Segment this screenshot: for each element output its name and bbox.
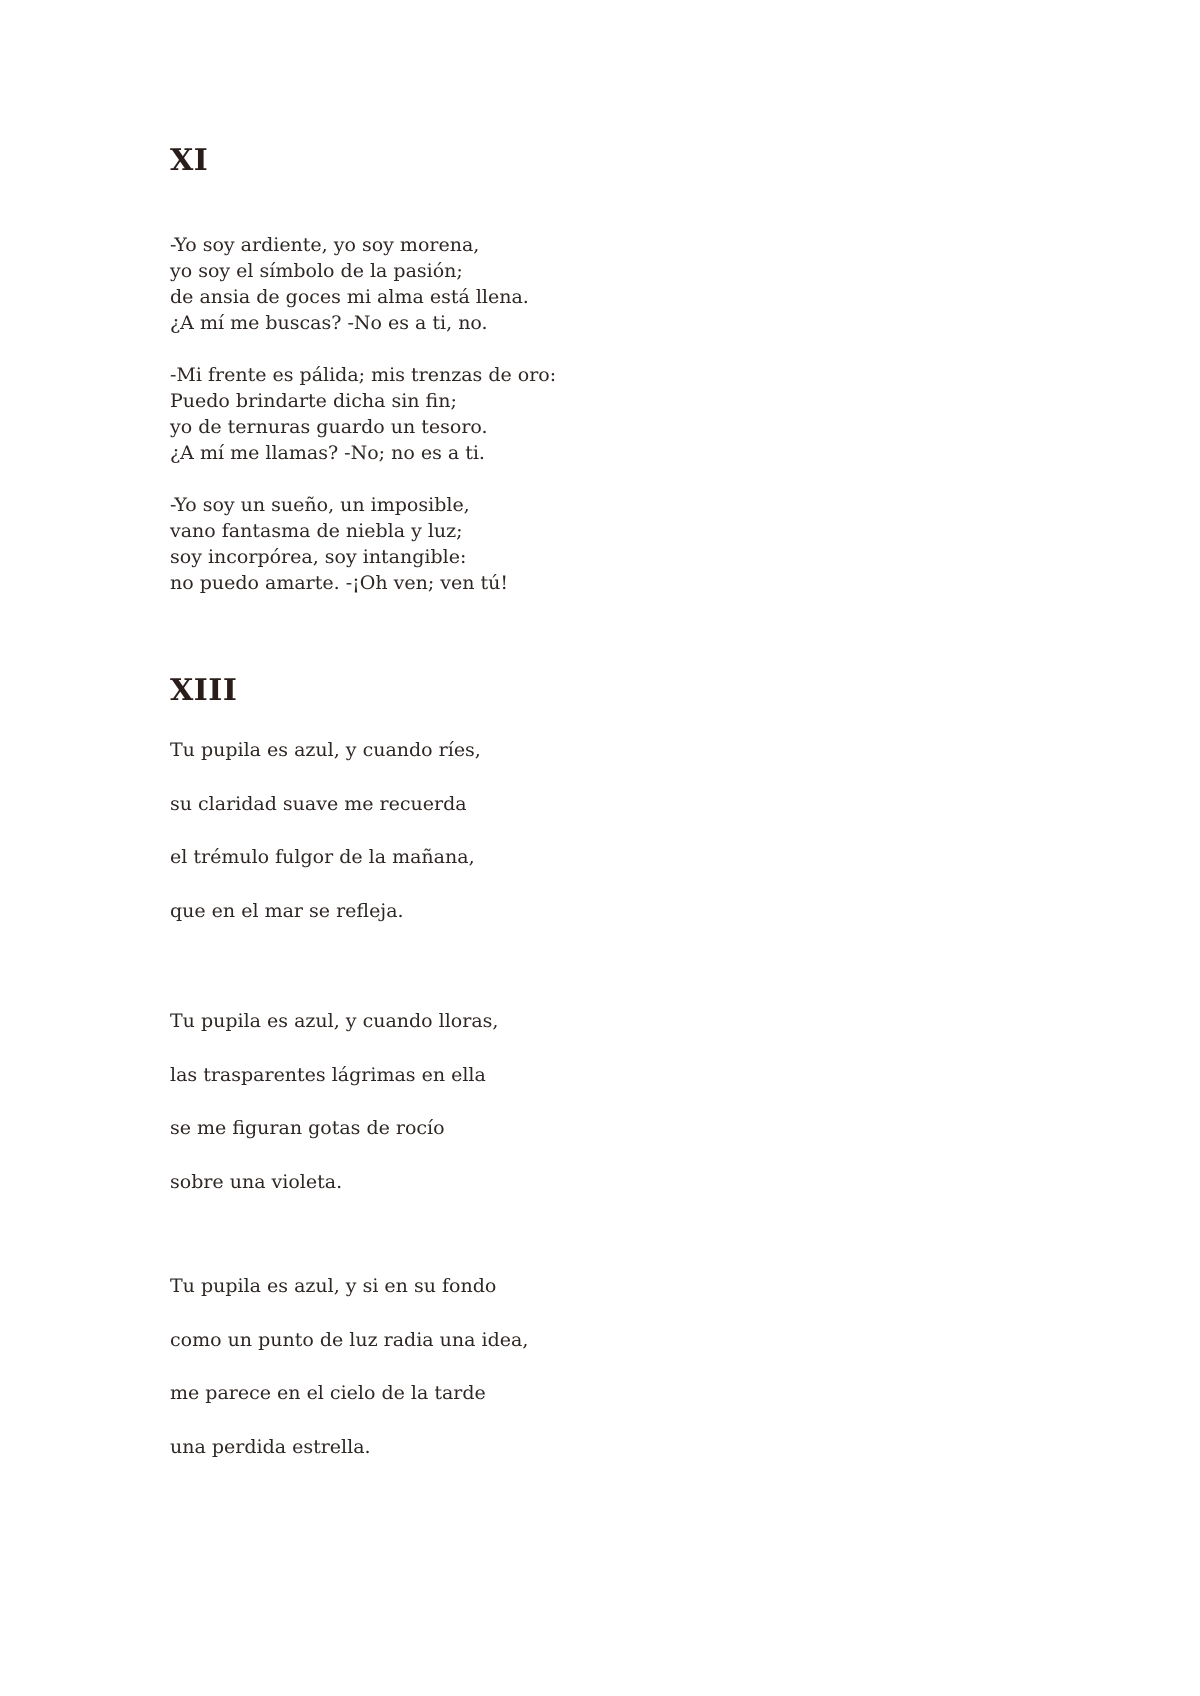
verse-line: yo de ternuras guardo un tesoro. <box>170 416 488 438</box>
verse-line: me parece en el cielo de la tarde <box>170 1382 486 1404</box>
verse-line: Tu pupila es azul, y si en su fondo <box>170 1275 497 1297</box>
verse-line: sobre una violeta. <box>170 1170 343 1193</box>
poem-title: XIII <box>170 673 238 708</box>
verse-line: Tu pupila es azul, y cuando lloras, <box>170 1010 499 1032</box>
verse-line: no puedo amarte. -¡Oh ven; ven tú! <box>170 572 509 594</box>
verse-line: una perdida estrella. <box>170 1435 371 1458</box>
stanza <box>170 724 481 938</box>
verse-line: el trémulo fulgor de la mañana, <box>170 846 475 868</box>
verse-line: -Yo soy un sueño, un imposible, <box>170 494 470 516</box>
verse-line: soy incorpórea, soy intangible: <box>170 546 467 568</box>
verse-line: -Yo soy ardiente, yo soy morena, <box>170 234 480 256</box>
verse-line: su claridad suave me recuerda <box>170 792 467 815</box>
verse-line: como un punto de luz radia una idea, <box>170 1328 529 1351</box>
verse-line: ¿A mí me buscas? -No es a ti, no. <box>170 312 488 334</box>
stanza <box>170 232 529 336</box>
verse-line: Puedo brindarte dicha sin fin; <box>170 390 457 412</box>
stanza <box>170 995 498 1209</box>
verse-line: yo soy el símbolo de la pasión; <box>170 260 463 282</box>
verse-line: -Mi frente es pálida; mis trenzas de oro: <box>170 364 557 386</box>
verse-line: Tu pupila es azul, y cuando ríes, <box>170 739 481 761</box>
verse-line: las trasparentes lágrimas en ella <box>170 1063 486 1086</box>
verse-line: de ansia de goces mi alma está llena. <box>170 286 529 308</box>
verse-line: vano fantasma de niebla y luz; <box>170 520 463 542</box>
stanza <box>170 362 556 466</box>
stanza <box>170 492 508 596</box>
verse-line: se me figuran gotas de rocío <box>170 1117 445 1139</box>
stanza <box>170 1260 528 1474</box>
verse-line: que en el mar se refleja. <box>170 899 404 922</box>
verse-line: ¿A mí me llamas? -No; no es a ti. <box>170 442 485 464</box>
poem-title: XI <box>170 143 209 178</box>
